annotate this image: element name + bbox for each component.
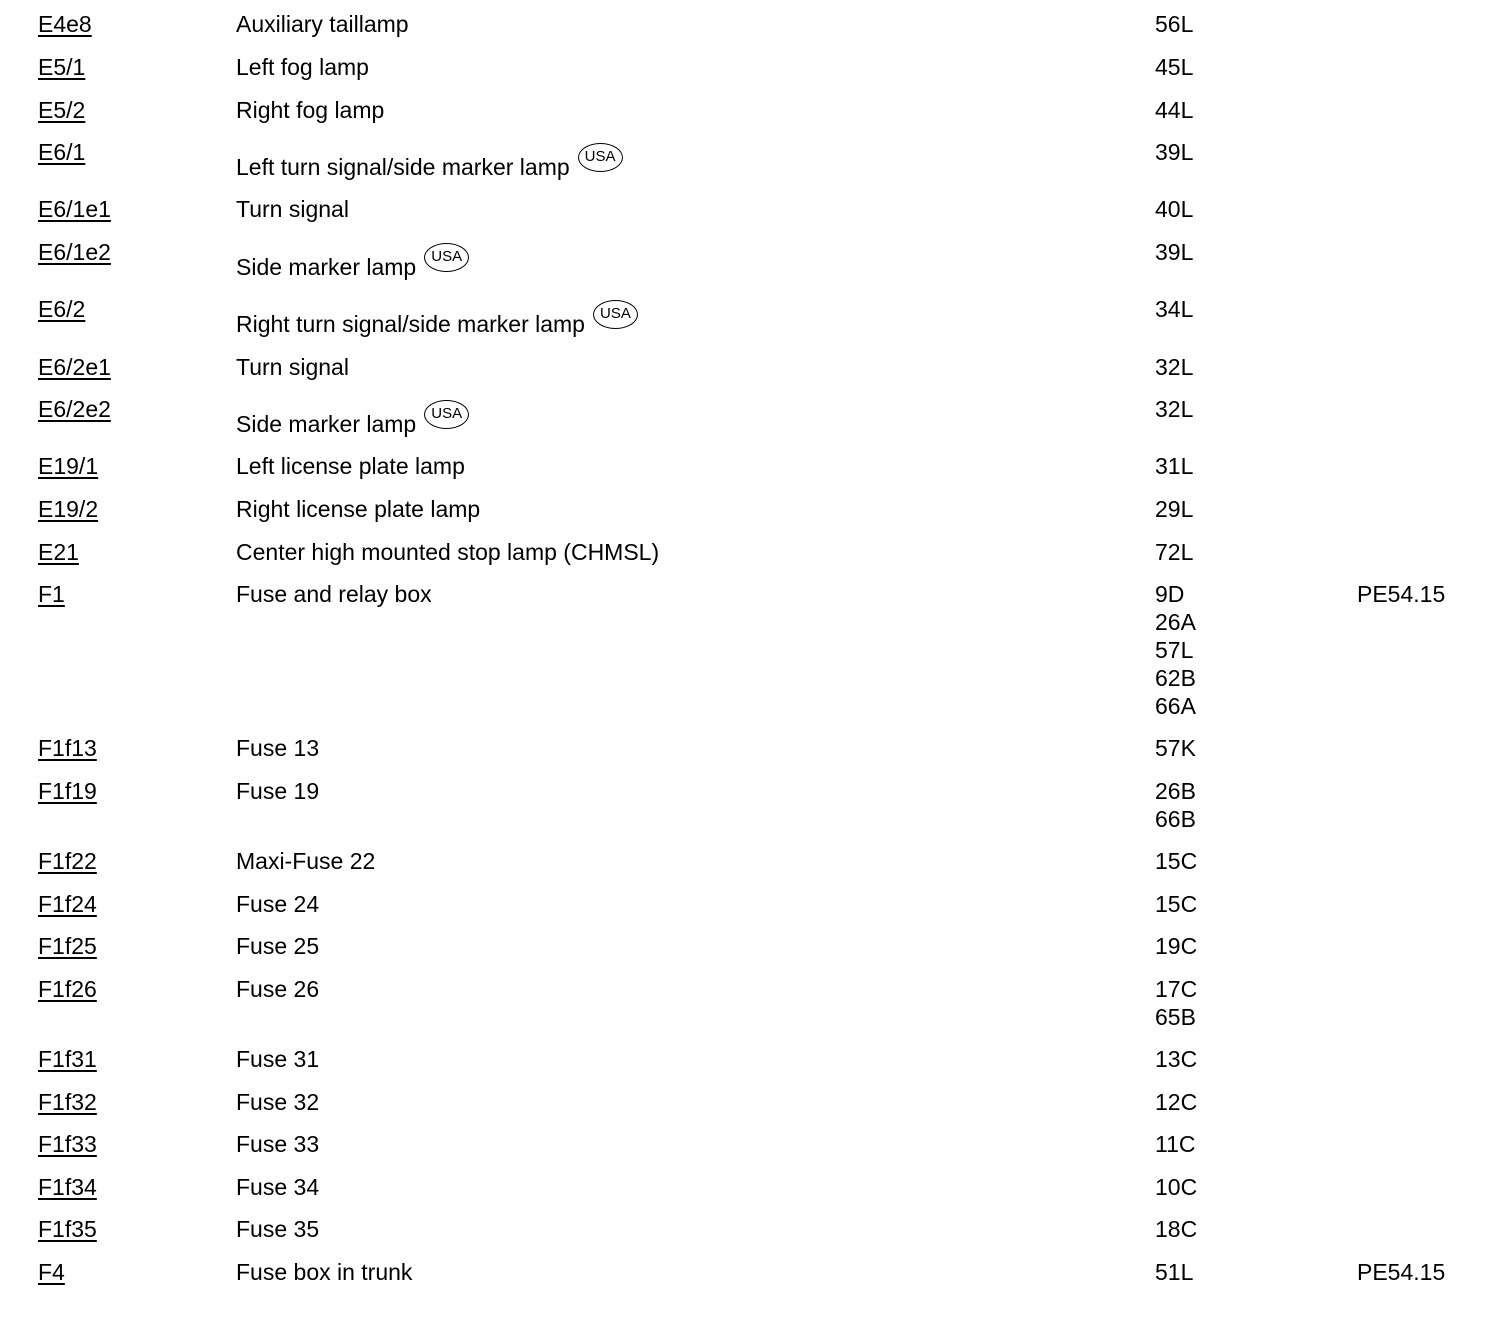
- component-description: [236, 1088, 319, 1116]
- description-text: Fuse 31: [236, 1046, 320, 1072]
- component-description: [236, 1215, 319, 1243]
- component-code-link[interactable]: F1f26: [38, 976, 97, 1002]
- component-code-link[interactable]: F1f22: [38, 848, 97, 874]
- component-code-link[interactable]: F1f33: [38, 1131, 97, 1157]
- grid-locations: [1155, 10, 1193, 38]
- component-code-link[interactable]: E6/1e2: [38, 239, 111, 265]
- grid-locations: [1155, 580, 1196, 720]
- usa-badge-icon: USA: [424, 243, 469, 272]
- grid-location: 18C: [1155, 1216, 1198, 1242]
- grid-locations: [1155, 847, 1197, 875]
- component-description: [236, 96, 384, 124]
- grid-locations: [1155, 395, 1193, 423]
- grid-locations: [1155, 53, 1193, 81]
- grid-locations: [1155, 975, 1197, 1031]
- component-code-link[interactable]: E6/2e1: [38, 354, 111, 380]
- description-text: Fuse 13: [236, 735, 320, 761]
- grid-locations: [1155, 138, 1193, 166]
- component-code-link[interactable]: F4: [38, 1259, 65, 1285]
- grid-location: 15C: [1155, 891, 1198, 917]
- component-description: [236, 975, 319, 1003]
- component-description: [236, 10, 409, 38]
- usa-badge-icon: USA: [593, 300, 638, 329]
- grid-location: 26B: [1155, 778, 1196, 804]
- component-code-link[interactable]: F1f25: [38, 933, 97, 959]
- grid-location: 32L: [1155, 396, 1194, 422]
- component-code-link[interactable]: F1f13: [38, 735, 97, 761]
- description-text: Auxiliary taillamp: [236, 11, 409, 37]
- description-text: Center high mounted stop lamp (CHMSL): [236, 539, 660, 565]
- description-text: Fuse 32: [236, 1089, 320, 1115]
- grid-locations: [1155, 1088, 1197, 1116]
- component-description: [236, 847, 375, 875]
- grid-locations: [1155, 777, 1196, 833]
- description-text: Turn signal: [236, 354, 349, 380]
- grid-locations: [1155, 1215, 1197, 1243]
- description-text: Side marker lamp: [236, 411, 417, 437]
- component-description: [236, 777, 319, 805]
- grid-location: 26A: [1155, 609, 1196, 635]
- component-code-link[interactable]: E4e8: [38, 11, 92, 37]
- grid-locations: [1155, 238, 1193, 266]
- grid-locations: [1155, 353, 1193, 381]
- grid-location: 45L: [1155, 54, 1194, 80]
- description-text: Left license plate lamp: [236, 453, 465, 479]
- grid-location: 62B: [1155, 665, 1196, 691]
- grid-location: 39L: [1155, 139, 1194, 165]
- usa-badge-icon: USA: [424, 400, 469, 429]
- component-code-link[interactable]: F1: [38, 581, 65, 607]
- grid-location: 65B: [1155, 1004, 1196, 1030]
- grid-locations: [1155, 890, 1197, 918]
- component-description: [236, 1130, 319, 1158]
- component-description: [236, 148, 623, 186]
- component-code-link[interactable]: F1f24: [38, 891, 97, 917]
- description-text: Fuse 34: [236, 1174, 320, 1200]
- component-description: [236, 353, 349, 381]
- reference-code: PE54.15: [1357, 581, 1446, 607]
- component-code-link[interactable]: E5/1: [38, 54, 86, 80]
- description-text: Maxi-Fuse 22: [236, 848, 376, 874]
- grid-location: 17C: [1155, 976, 1198, 1002]
- component-description: [236, 248, 469, 286]
- component-code-link[interactable]: F1f32: [38, 1089, 97, 1115]
- grid-location: 44L: [1155, 97, 1194, 123]
- grid-location: 19C: [1155, 933, 1198, 959]
- grid-location: 57K: [1155, 735, 1196, 761]
- component-description: [236, 495, 480, 523]
- description-text: Right fog lamp: [236, 97, 385, 123]
- component-description: [236, 1258, 412, 1286]
- description-text: Right turn signal/side marker lamp: [236, 311, 585, 337]
- grid-location: 10C: [1155, 1174, 1198, 1200]
- component-description: [236, 53, 369, 81]
- grid-location: 51L: [1155, 1259, 1194, 1285]
- grid-location: 9D: [1155, 581, 1185, 607]
- grid-locations: [1155, 1173, 1197, 1201]
- grid-locations: [1155, 96, 1193, 124]
- description-text: Left fog lamp: [236, 54, 369, 80]
- grid-location: 56L: [1155, 11, 1194, 37]
- description-text: Fuse 19: [236, 778, 320, 804]
- reference-code: PE54.15: [1357, 1259, 1446, 1285]
- component-description: [236, 305, 638, 343]
- component-code-link[interactable]: E6/1e1: [38, 196, 111, 222]
- description-text: Fuse 33: [236, 1131, 320, 1157]
- grid-location: 29L: [1155, 496, 1194, 522]
- component-code-link[interactable]: E6/2: [38, 296, 86, 322]
- component-description: [236, 452, 465, 480]
- grid-locations: [1155, 734, 1196, 762]
- grid-location: 34L: [1155, 296, 1194, 322]
- component-description: [236, 890, 319, 918]
- grid-locations: [1155, 1130, 1196, 1158]
- component-description: [236, 405, 469, 443]
- grid-locations: [1155, 1258, 1193, 1286]
- description-text: Fuse 24: [236, 891, 320, 917]
- grid-location: 12C: [1155, 1089, 1198, 1115]
- grid-location: 31L: [1155, 453, 1194, 479]
- description-text: Fuse 35: [236, 1216, 320, 1242]
- grid-locations: [1155, 452, 1193, 480]
- component-code-link[interactable]: E5/2: [38, 97, 86, 123]
- grid-location: 66A: [1155, 693, 1196, 719]
- grid-location: 66B: [1155, 806, 1196, 832]
- component-description: [236, 580, 432, 608]
- component-code-link[interactable]: F1f34: [38, 1174, 97, 1200]
- description-text: Fuse and relay box: [236, 581, 432, 607]
- component-code-link[interactable]: E19/2: [38, 496, 99, 522]
- grid-location: 40L: [1155, 196, 1194, 222]
- grid-locations: [1155, 295, 1193, 323]
- grid-location: 39L: [1155, 239, 1194, 265]
- component-description: [236, 538, 659, 566]
- description-text: Right license plate lamp: [236, 496, 481, 522]
- component-description: [236, 932, 319, 960]
- description-text: Turn signal: [236, 196, 349, 222]
- grid-location: 13C: [1155, 1046, 1198, 1072]
- component-description: [236, 1173, 319, 1201]
- grid-location: 72L: [1155, 539, 1194, 565]
- component-code-link[interactable]: E6/1: [38, 139, 86, 165]
- grid-locations: [1155, 932, 1197, 960]
- description-text: Fuse 26: [236, 976, 320, 1002]
- description-text: Fuse 25: [236, 933, 320, 959]
- component-code-link[interactable]: F1f31: [38, 1046, 97, 1072]
- component-code-link[interactable]: E21: [38, 539, 79, 565]
- component-code-link[interactable]: F1f35: [38, 1216, 97, 1242]
- description-text: Fuse box in trunk: [236, 1259, 413, 1285]
- grid-location: 15C: [1155, 848, 1198, 874]
- description-text: Left turn signal/side marker lamp: [236, 154, 570, 180]
- grid-locations: [1155, 538, 1193, 566]
- component-description: [236, 734, 319, 762]
- grid-location: 11C: [1155, 1131, 1196, 1157]
- grid-locations: [1155, 1045, 1197, 1073]
- description-text: Side marker lamp: [236, 254, 417, 280]
- component-description: [236, 1045, 319, 1073]
- grid-locations: [1155, 495, 1193, 523]
- component-code-link[interactable]: E6/2e2: [38, 396, 111, 422]
- component-code-link[interactable]: E19/1: [38, 453, 99, 479]
- grid-location: 57L: [1155, 637, 1194, 663]
- component-description: [236, 195, 349, 223]
- grid-location: 32L: [1155, 354, 1194, 380]
- usa-badge-icon: USA: [578, 143, 623, 172]
- grid-locations: [1155, 195, 1193, 223]
- component-code-link[interactable]: F1f19: [38, 778, 97, 804]
